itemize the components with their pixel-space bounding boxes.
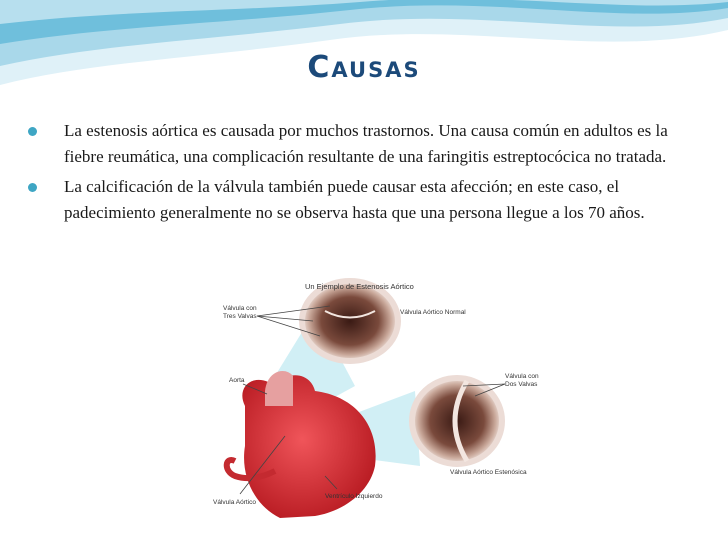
label-tres-valvas-2: Tres Valvas (223, 313, 257, 320)
aorta-illustration (265, 371, 293, 406)
bullet-text: La estenosis aórtica es causada por muchos trastornos. Una causa común en adultos es la fiebre reumática, una complicación resultante de una faringitis estreptocócica no tratada. (64, 121, 668, 166)
label-dos-valvas-1: Válvula con (505, 373, 539, 380)
label-tres-valvas-1: Válvula con (223, 305, 257, 312)
normal-valve-illustration (302, 281, 398, 361)
label-valvula-normal: Válvula Aórtico Normal (400, 309, 466, 316)
label-ventriculo: Ventrículo Izquierdo (325, 493, 383, 500)
label-valvula-estenosica: Válvula Aórtico Estenósica (450, 469, 527, 476)
aortic-stenosis-illustration (205, 276, 573, 522)
label-valvula-aortico: Válvula Aórtico (213, 499, 256, 506)
bullet-dot-icon (28, 127, 37, 136)
label-aorta: Aorta (229, 377, 245, 384)
illustration-svg (205, 276, 573, 522)
bullet-dot-icon (28, 183, 37, 192)
page-title: Causas (307, 50, 421, 85)
bullet-list (22, 118, 702, 230)
list-item (22, 118, 702, 170)
figure-title: Un Ejemplo de Estenosis Aórtico (305, 282, 414, 291)
bullet-text: La calcificación de la válvula también puede causar esta afección; en este caso, el padecimiento generalmente no se observa hasta que una persona llegue a los 70 años. (64, 177, 645, 222)
label-dos-valvas-2: Dos Valvas (505, 381, 538, 388)
list-item (22, 174, 702, 226)
